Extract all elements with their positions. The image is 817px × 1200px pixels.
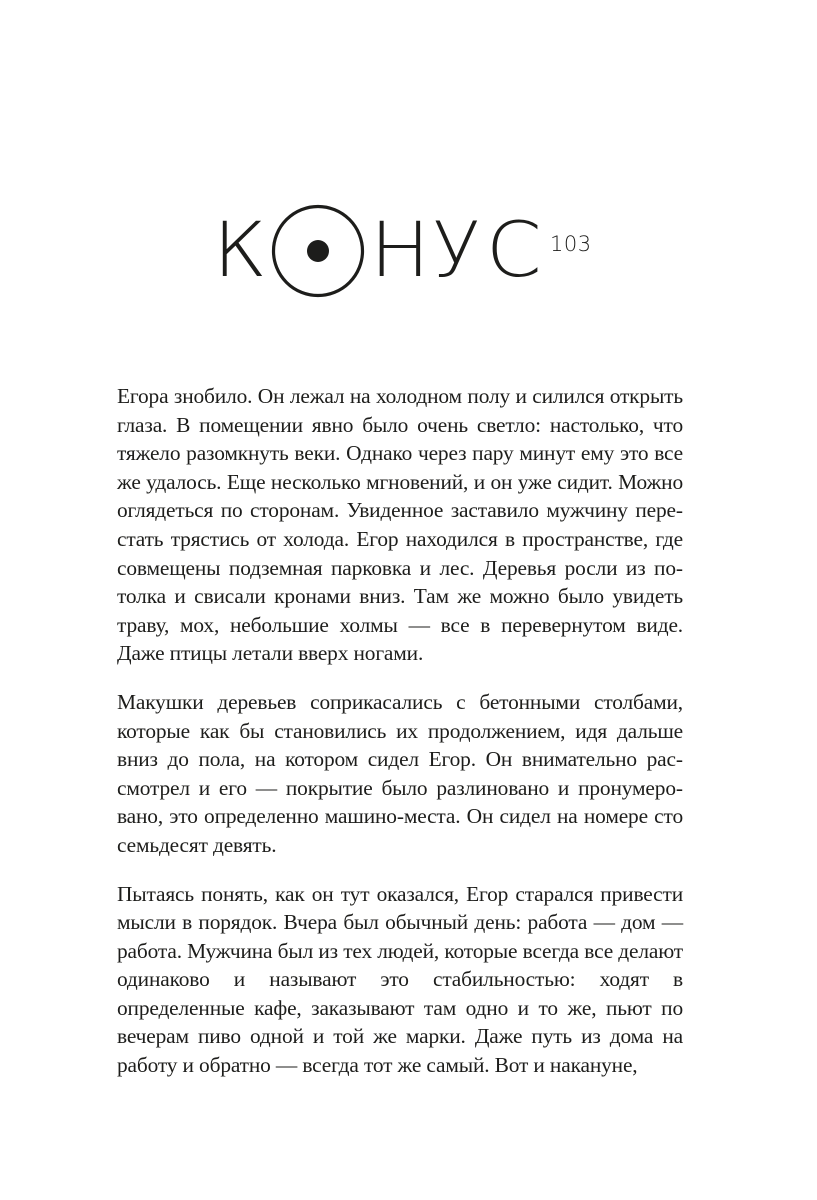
title-letter-n: Н [370,205,431,294]
title-letter-k: К [213,205,267,294]
page-number: 103 [550,232,592,256]
paragraph-2: Макушки деревьев соприкасались с бетонными столбами, которые как бы становились их продолжением, идя дальше вниз до пола, на котором сидел Егор. Он внимательно рассмотрел и его — покрытие было разлиновано и пронумеровано, это определенно машино-места. Он сидел на номере сто семьдесят девять. [117,689,683,857]
chapter-title [0,200,817,310]
title-letter-o-eye-icon [269,202,367,300]
paragraph-3: Пытаясь понять, как он тут оказался, Егор старался привести мысли в порядок. Вчера был обычный день: работа — дом — работа. Мужчина был из тех людей, которые всегда все делают одинаково и называют это стабильностью: ходят в определенные кафе, заказывают там одно и то же, пьют по вечерам пиво одной и той же марки. Даже путь из дома на работу и обратно — всегда тот же самый. Вот и накануне, [117,881,683,1078]
paragraph-1: Егора знобило. Он лежал на холодном полу и силился открыть глаза. В помещении явно было очень светло: настолько, что тяжело разомкнуть веки. Однако через пару минут ему это все же удалось. Еще несколько мгновений, и он уже сидит. Можно оглядеться по сторонам. Увиденное заставило мужчину перестать трястись от холода. Егор находился в пространстве, где совмещены подземная парковка и лес. Деревья росли из потолка и свисали кронами вниз. Там же можно было увидеть траву, мох, небольшие холмы — все в перевернутом виде. Даже птицы летали вверх ногами. [117,384,683,666]
body-text [117,382,683,1100]
title-letter-u: У [432,205,481,294]
title-letter-s: С [486,205,542,294]
